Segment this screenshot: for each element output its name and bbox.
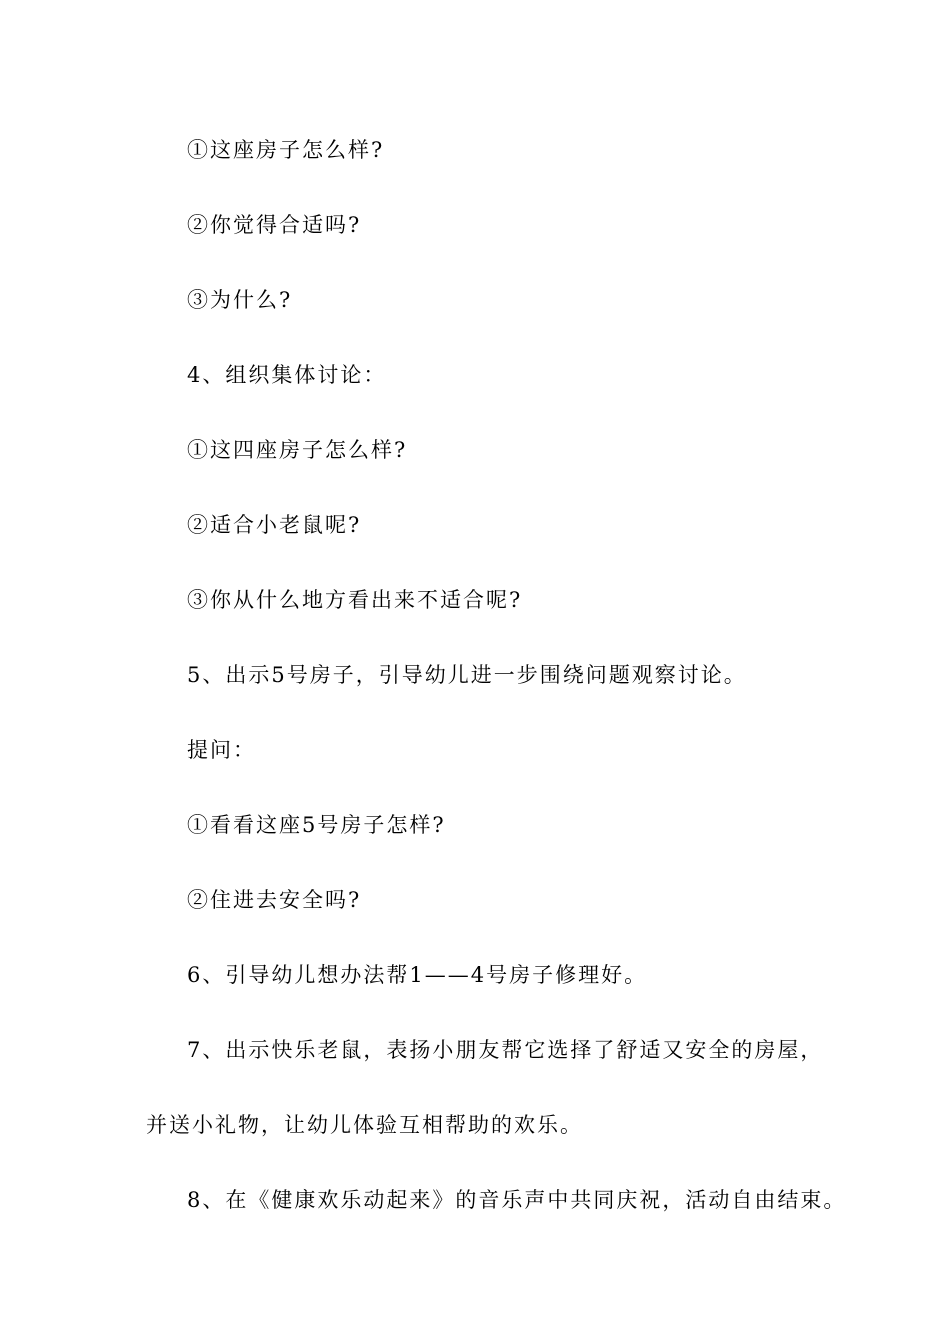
step-8-paragraph: 8、在《健康欢乐动起来》的音乐声中共同庆祝，活动自由结束。 (187, 1188, 847, 1212)
step-7-paragraph-start: 7、出示快乐老鼠，表扬小朋友帮它选择了舒适又安全的房屋， (187, 1038, 824, 1062)
discussion-question-3: ③你从什么地方看出来不适合呢? (187, 588, 523, 612)
discussion-question-1: ①这四座房子怎么样? (187, 438, 408, 462)
step-5-heading: 5、出示5号房子，引导幼儿进一步围绕问题观察讨论。 (187, 663, 747, 687)
prompt-question-2: ②住进去安全吗? (187, 888, 362, 912)
step-4-heading: 4、组织集体讨论： (187, 363, 387, 387)
question-line-2: ②你觉得合适吗? (187, 213, 362, 237)
question-line-3: ③为什么? (187, 288, 293, 312)
discussion-question-2: ②适合小老鼠呢? (187, 513, 362, 537)
step-6-heading: 6、引导幼儿想办法帮1——4号房子修理好。 (187, 963, 648, 987)
question-line-1: ①这座房子怎么样? (187, 138, 385, 162)
step-7-paragraph-end: 并送小礼物，让幼儿体验互相帮助的欢乐。 (146, 1113, 583, 1137)
prompt-question-1: ①看看这座5号房子怎样? (187, 813, 446, 837)
prompt-label: 提问： (187, 738, 256, 762)
